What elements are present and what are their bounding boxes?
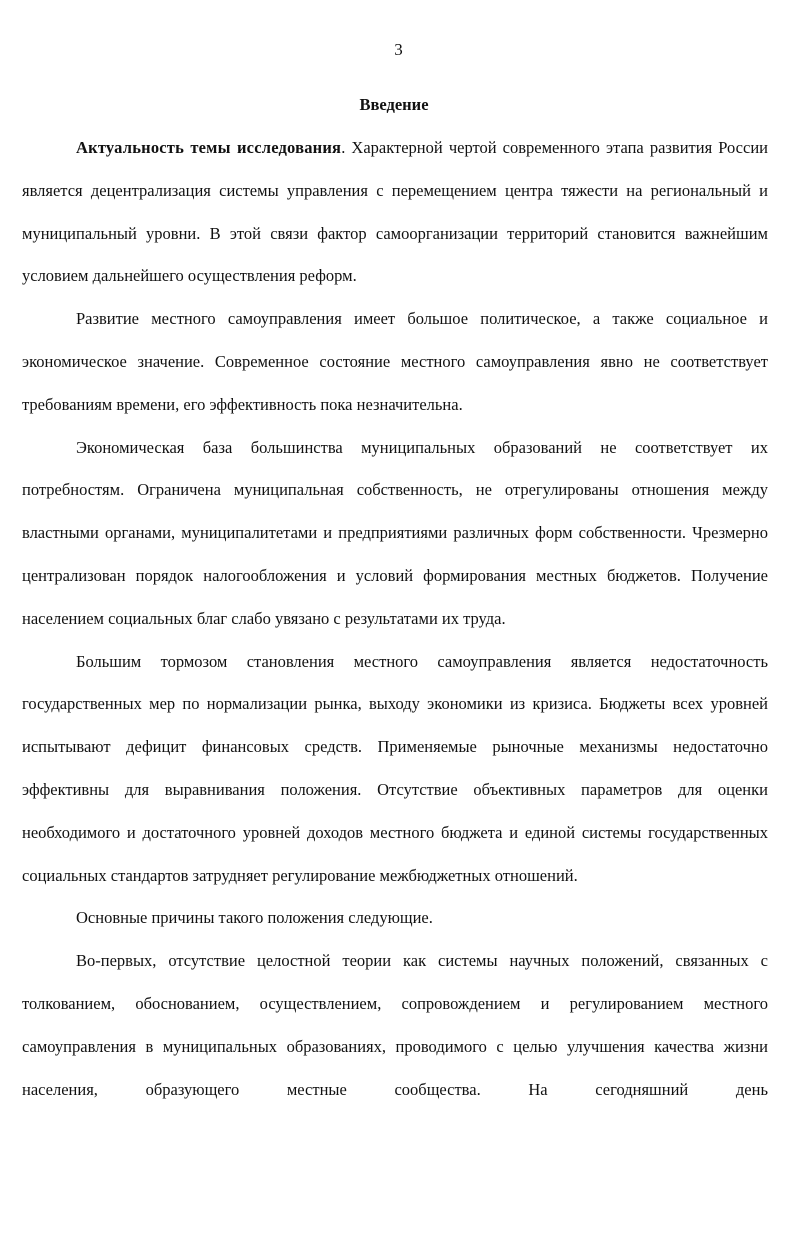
paragraph: Во-первых, отсутствие целостной теории как системы научных положений, связанных с толкованием, обоснованием, осуществлением, сопровождением и регулированием местного самоуправления в муниципальных образованиях, проводимого с целью улучшения качества жизни населения, образующего местные сообщества. На сегодняшний день [22, 951, 768, 1099]
paragraph: Экономическая база большинства муниципальных образований не соответствует их потребностям. Ограничена муниципальная собственность, не отрегулированы отношения между властными органами, муниципалитетами и предприятиями различных форм собственности. Чрезмерно централизован порядок налогообложения и условий формирования местных бюджетов. Получение населением социальных благ слабо увязано с результатами их труда. [22, 437, 768, 628]
paragraph-relevance [22, 127, 768, 298]
section-heading: Введение [359, 95, 429, 114]
paragraph: Основные причины такого положения следующие. [76, 908, 433, 928]
paragraph-text: . Характерной чертой современного этапа развития России является децентрализация системы управления с перемещением центра тяжести на региональный и муниципальный уровни. В этой связи фактор самоорганизации территорий становится важнейшим условием дальнейшего осуществления реформ. [22, 138, 768, 286]
paragraph: Развитие местного самоуправления имеет большое политическое, а также социальное и экономическое значение. Современное состояние местного самоуправления явно не соответствует требованиям времени, его эффективность пока незначительна. [22, 309, 768, 414]
paragraph-lead: Актуальность темы исследования [76, 138, 342, 157]
body-text [22, 127, 768, 1111]
page-number: 3 [394, 40, 403, 59]
paragraph: Большим тормозом становления местного самоуправления является недостаточность государственных мер по нормализации рынка, выходу экономики из кризиса. Бюджеты всех уровней испытывают дефицит финансовых средств. Применяемые рыночные механизмы недостаточно эффективны для выравнивания положения. Отсутствие объективных параметров для оценки необходимого и достаточного уровней доходов местного бюджета и единой системы государственных социальных стандартов затрудняет регулирование межбюджетных отношений. [22, 651, 768, 885]
